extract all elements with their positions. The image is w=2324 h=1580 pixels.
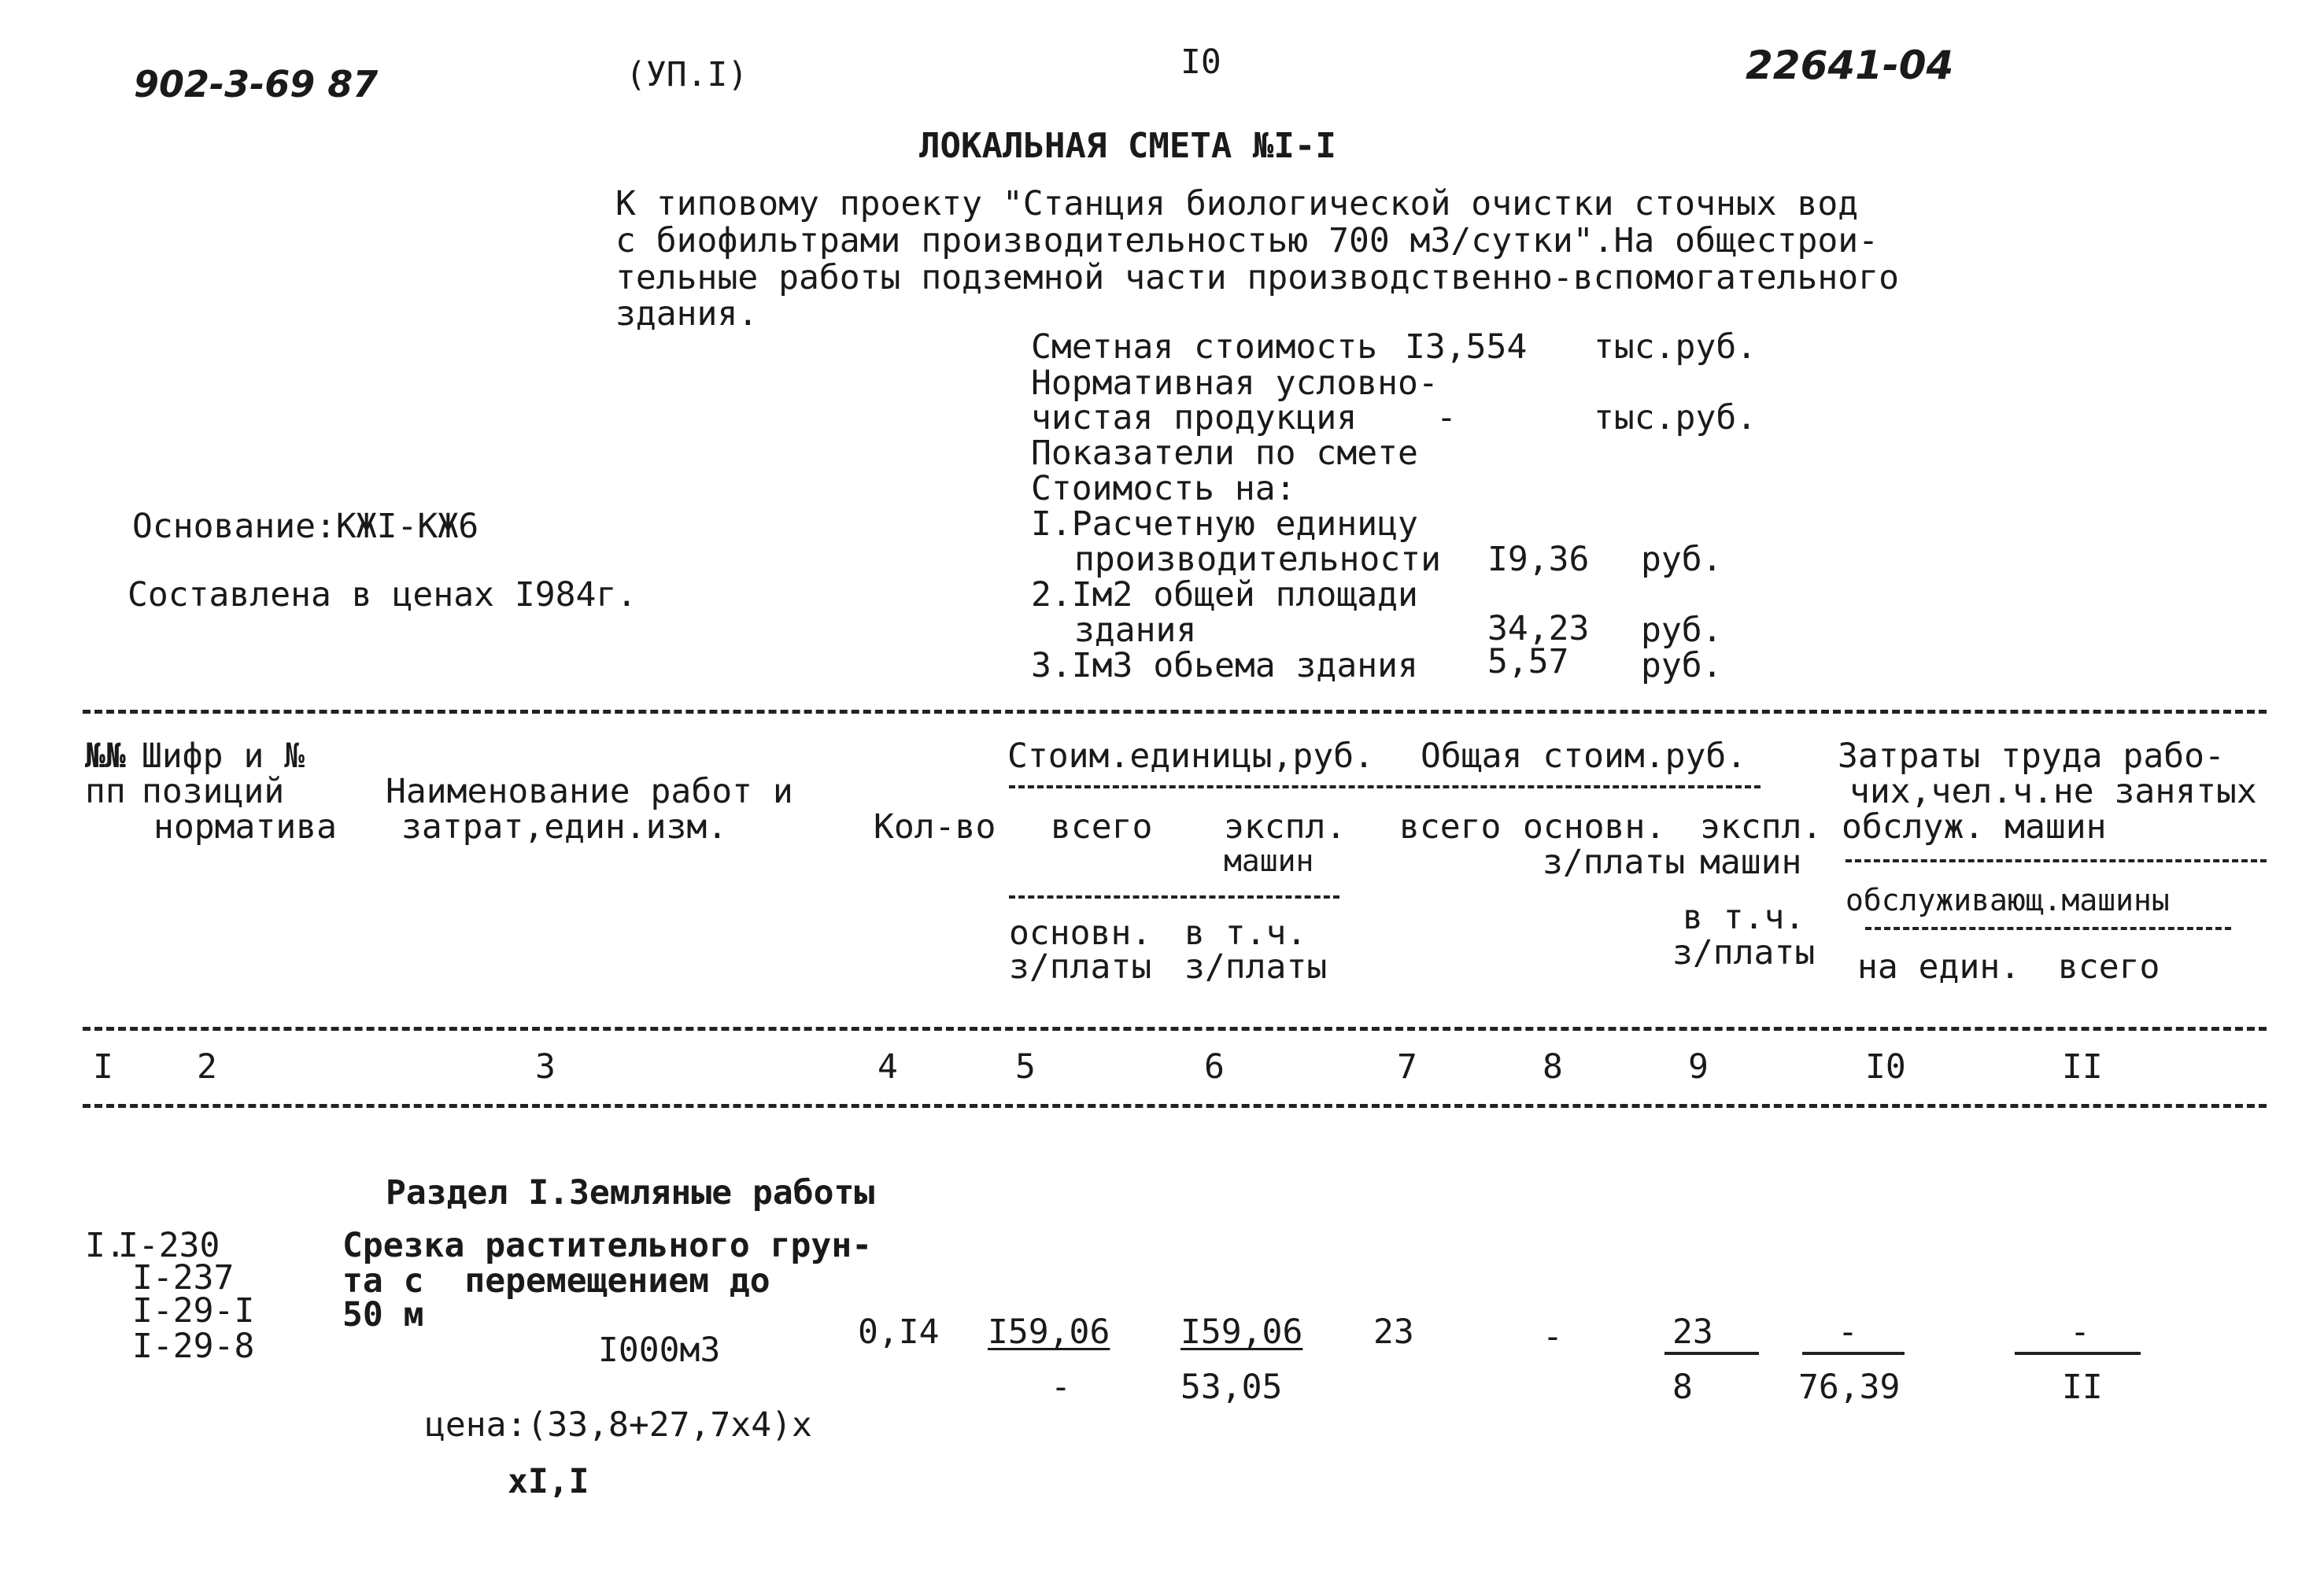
inventory-number: 22641-04	[1746, 42, 1954, 88]
column-number: 7	[1397, 1047, 1417, 1087]
basis-text: Основание:КЖI-КЖ6	[132, 507, 479, 546]
description-line: К типовому проекту "Станция биологической очистки сточных вод	[615, 184, 1859, 223]
row-name: 50 м	[342, 1295, 424, 1335]
page-number: I0	[1180, 42, 1221, 82]
col-unit-machine-header: машин	[1224, 844, 1314, 878]
row-name: Срезка растительного грун-	[342, 1226, 873, 1265]
column-number: 8	[1543, 1047, 1563, 1087]
labor-group-header: Затраты труда рабо-	[1838, 736, 2225, 776]
col-name-header: Наименование работ и	[386, 772, 793, 811]
row-code: I-29-I	[132, 1291, 255, 1331]
indicator-unit: руб.	[1641, 611, 1723, 650]
row-code: I-29-8	[132, 1327, 255, 1366]
column-number: II	[2062, 1047, 2103, 1087]
row-total-machine-wage: 8	[1672, 1368, 1693, 1407]
row-number: I.	[85, 1226, 126, 1265]
col-total-machine-header: машин	[1700, 843, 1802, 882]
column-number: 3	[535, 1047, 556, 1087]
row-price-note: цена:(33,8+27,7х4)х	[425, 1405, 812, 1445]
col-unit-machine-wage-header: з/платы	[1184, 947, 1328, 987]
labor-group-header: чих,чел.ч.не занятых	[1849, 772, 2257, 811]
indicator-label: I.Расчетную единицу	[1031, 504, 1418, 544]
col-num-header: №№	[85, 736, 126, 776]
col-qty-header: Кол-во	[874, 807, 996, 847]
row-code: I-230	[118, 1226, 220, 1265]
normative-label: чистая продукция	[1031, 398, 1358, 437]
row-unit-wage: -	[1051, 1368, 1071, 1407]
row-quantity: 0,I4	[858, 1312, 940, 1352]
indicators-label: Показатели по смете	[1031, 434, 1418, 473]
estimated-cost-unit: тыс.руб.	[1594, 327, 1757, 367]
col-total-wage-header: з/платы	[1543, 843, 1686, 882]
labor-group-header: обслуживающ.машины	[1846, 883, 2170, 917]
column-numbers-bottom-divider	[83, 1104, 2267, 1108]
indicator-value: I9,36	[1487, 540, 1590, 579]
column-number: I0	[1865, 1047, 1906, 1087]
col-unit-total-header: всего	[1051, 807, 1153, 847]
row-unit: I000м3	[598, 1331, 721, 1370]
description-line: тельные работы подземной части производственно-вспомогательного	[615, 258, 1899, 297]
col-labor-unit-header: на един.	[1857, 947, 2021, 987]
description-line: с биофильтрами производительностью 700 м3/сутки".На общестрои-	[615, 221, 1879, 260]
page-title: ЛОКАЛЬНАЯ СМЕТА №I-I	[919, 126, 1336, 166]
row-code: I-237	[132, 1258, 235, 1298]
normative-unit: тыс.руб.	[1594, 398, 1757, 437]
cell-underline	[1664, 1352, 1759, 1355]
column-numbers-top-divider	[83, 1027, 2267, 1031]
estimated-cost-label: Сметная стоимость	[1031, 327, 1378, 367]
unit-cost-group-header: Стоим.единицы,руб.	[1007, 736, 1374, 776]
column-number: I	[93, 1047, 113, 1087]
row-unit-machine: I59,06	[1180, 1312, 1303, 1352]
row-total: 23	[1373, 1312, 1414, 1352]
indicator-value: 5,57	[1487, 642, 1569, 681]
header-divider	[1009, 895, 1339, 899]
col-code-header: позиций	[142, 772, 285, 811]
header-divider	[1865, 927, 2231, 930]
header-divider	[1846, 859, 2267, 862]
row-name: та с перемещением до	[342, 1261, 770, 1301]
prices-text: Составлена в ценах I984г.	[127, 575, 637, 615]
row-labor-unit-top: -	[1838, 1312, 1858, 1352]
col-num-header: пп	[85, 772, 126, 811]
row-unit-total: I59,06	[988, 1312, 1110, 1352]
column-number: 9	[1688, 1047, 1709, 1087]
document-number: 902-3-69 87	[134, 63, 379, 105]
col-code-header: Шифр и №	[142, 736, 305, 776]
indicator-label: производительности	[1074, 540, 1441, 579]
indicator-label: здания	[1074, 611, 1197, 650]
col-code-header: норматива	[153, 807, 337, 847]
estimated-cost-value: I3,554	[1405, 327, 1528, 367]
col-unit-machine-wage-header: в т.ч.	[1184, 914, 1307, 953]
row-total-wage: -	[1543, 1317, 1563, 1357]
labor-group-header: обслуж. машин	[1842, 807, 2107, 847]
indicator-value: 34,23	[1487, 609, 1590, 648]
col-total-machine-wage-header: в т.ч.	[1683, 898, 1805, 937]
row-total-machine: 23	[1672, 1312, 1713, 1352]
column-number: 6	[1204, 1047, 1225, 1087]
col-unit-wage-header: основн.	[1009, 914, 1152, 953]
indicator-label: 3.Iм3 обьема здания	[1031, 646, 1418, 685]
col-total-header: всего	[1399, 807, 1502, 847]
column-number: 2	[197, 1047, 217, 1087]
col-unit-wage-header: з/платы	[1009, 947, 1152, 987]
column-number: 5	[1015, 1047, 1036, 1087]
col-total-machine-wage-header: з/платы	[1672, 933, 1816, 973]
row-labor-total-top: -	[2070, 1312, 2090, 1352]
col-total-machine-header: экспл.	[1700, 807, 1823, 847]
indicator-unit: руб.	[1641, 540, 1723, 579]
col-name-header: затрат,един.изм.	[401, 807, 728, 847]
normative-label: Нормативная условно-	[1031, 364, 1439, 403]
header-divider	[1009, 785, 1761, 788]
normative-value: -	[1436, 398, 1457, 437]
section-title: Раздел I.Земляные работы	[386, 1173, 875, 1213]
column-number: 4	[878, 1047, 898, 1087]
cell-underline	[2015, 1352, 2141, 1355]
col-total-wage-header: основн.	[1523, 807, 1666, 847]
indicator-unit: руб.	[1641, 646, 1723, 685]
row-labor-unit-bottom: 76,39	[1798, 1368, 1901, 1407]
col-labor-total-header: всего	[2058, 947, 2160, 987]
album-code: (УП.I)	[626, 55, 748, 94]
col-unit-machine-header: экспл.	[1224, 807, 1347, 847]
table-top-divider	[83, 710, 2267, 714]
total-cost-group-header: Общая стоим.руб.	[1421, 736, 1747, 776]
row-price-note: хI,I	[508, 1462, 589, 1501]
row-unit-machine-wage: 53,05	[1180, 1368, 1283, 1407]
cell-underline	[1802, 1352, 1905, 1355]
description-line: здания.	[615, 294, 759, 334]
indicator-label: 2.Iм2 общей площади	[1031, 575, 1418, 615]
cost-on-label: Стоимость на:	[1031, 469, 1296, 508]
row-labor-total-bottom: II	[2062, 1368, 2103, 1407]
